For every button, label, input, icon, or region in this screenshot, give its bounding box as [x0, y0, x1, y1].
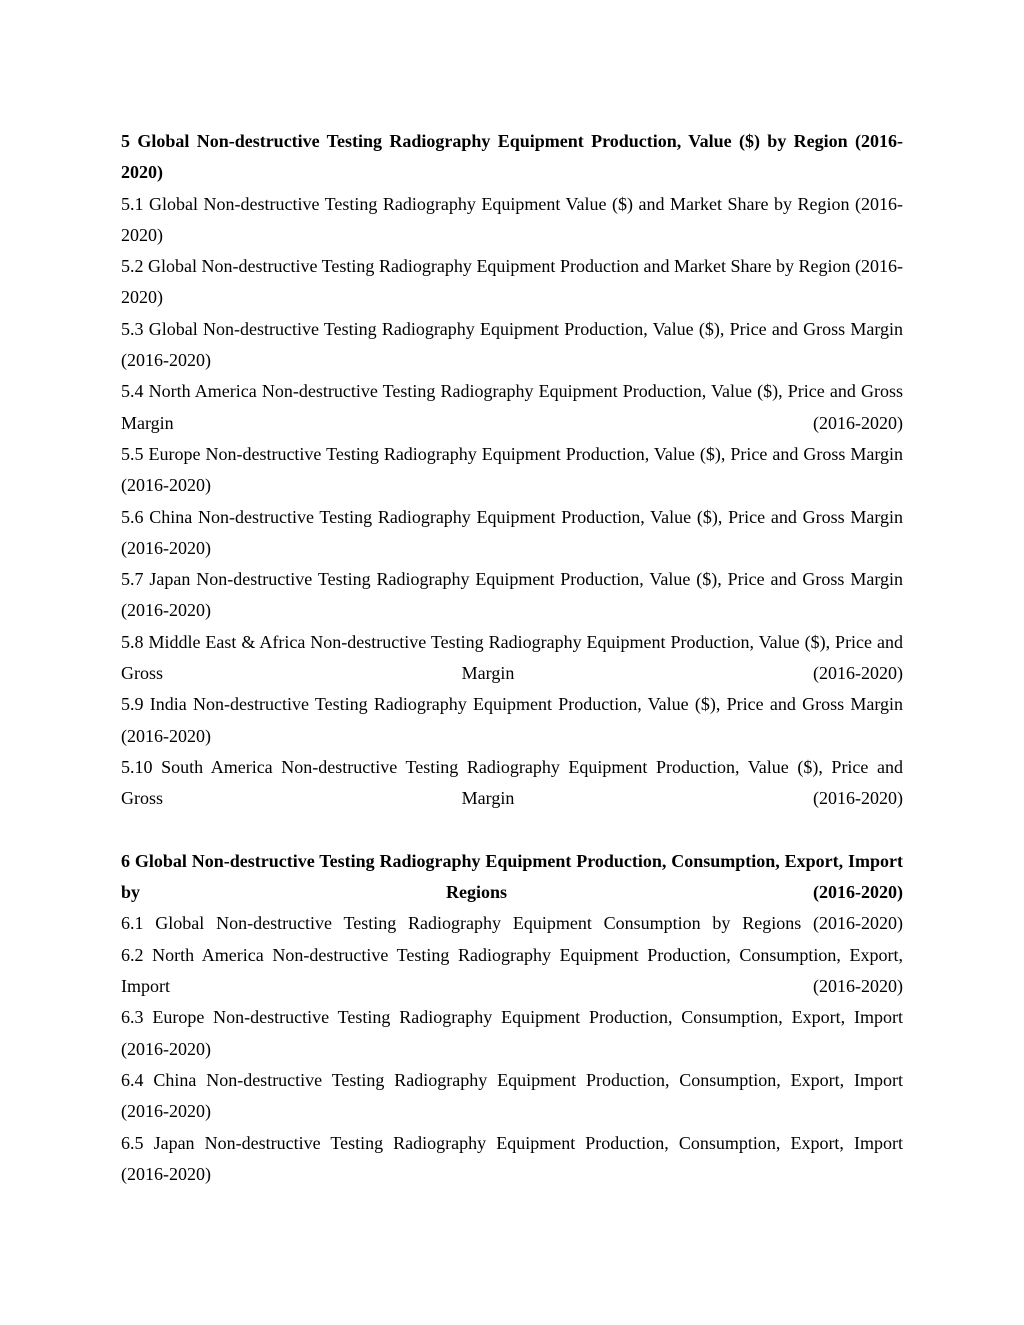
toc-item-6-4: 6.4 China Non-destructive Testing Radiography Equipment Production, Consumption, Export, Import (2016-2020) [121, 1069, 903, 1122]
document-page [121, 126, 903, 1190]
section-spacer [121, 815, 903, 846]
toc-item-6-3: 6.3 Europe Non-destructive Testing Radiography Equipment Production, Consumption, Export, Import (2016-2020) [121, 1007, 903, 1059]
toc-item-5-1: 5.1 Global Non-destructive Testing Radiography Equipment Value ($) and Market Share by Region (2016-2020) [121, 193, 903, 245]
toc-item-5-10: 5.10 South America Non-destructive Testing Radiography Equipment Production, Value ($), Price and Gross Margin (2016-2020) [121, 756, 903, 809]
toc-item-5-5: 5.5 Europe Non-destructive Testing Radiography Equipment Production, Value ($), Price and Gross Margin (2016-2020) [121, 443, 903, 496]
toc-item-5-3: 5.3 Global Non-destructive Testing Radiography Equipment Production, Value ($), Price and Gross Margin (2016-2020) [121, 318, 903, 371]
toc-item-5-8: 5.8 Middle East & Africa Non-destructive Testing Radiography Equipment Production, Value ($), Price and Gross Margin (2016-2020) [121, 631, 903, 684]
section-heading-6: 6 Global Non-destructive Testing Radiography Equipment Production, Consumption, Export, Import by Regions (2016-2020) [121, 850, 903, 903]
toc-item-5-2: 5.2 Global Non-destructive Testing Radiography Equipment Production and Market Share by Region (2016-2020) [121, 256, 903, 308]
toc-item-6-2: 6.2 North America Non-destructive Testing Radiography Equipment Production, Consumption, Export, Import (2016-2020) [121, 944, 903, 997]
toc-item-5-9: 5.9 India Non-destructive Testing Radiography Equipment Production, Value ($), Price and Gross Margin (2016-2020) [121, 694, 903, 746]
toc-item-6-1: 6.1 Global Non-destructive Testing Radiography Equipment Consumption by Regions (2016-2020) [121, 913, 903, 934]
toc-item-5-6: 5.6 China Non-destructive Testing Radiography Equipment Production, Value ($), Price and Gross Margin (2016-2020) [121, 506, 903, 558]
toc-item-6-5: 6.5 Japan Non-destructive Testing Radiography Equipment Production, Consumption, Export, Import (2016-2020) [121, 1132, 903, 1184]
section-heading-5: 5 Global Non-destructive Testing Radiography Equipment Production, Value ($) by Region (2016-2020) [121, 131, 903, 183]
toc-item-5-4: 5.4 North America Non-destructive Testing Radiography Equipment Production, Value ($), Price and Gross Margin (2016-2020) [121, 381, 903, 433]
toc-item-5-7: 5.7 Japan Non-destructive Testing Radiography Equipment Production, Value ($), Price and Gross Margin (2016-2020) [121, 569, 903, 621]
